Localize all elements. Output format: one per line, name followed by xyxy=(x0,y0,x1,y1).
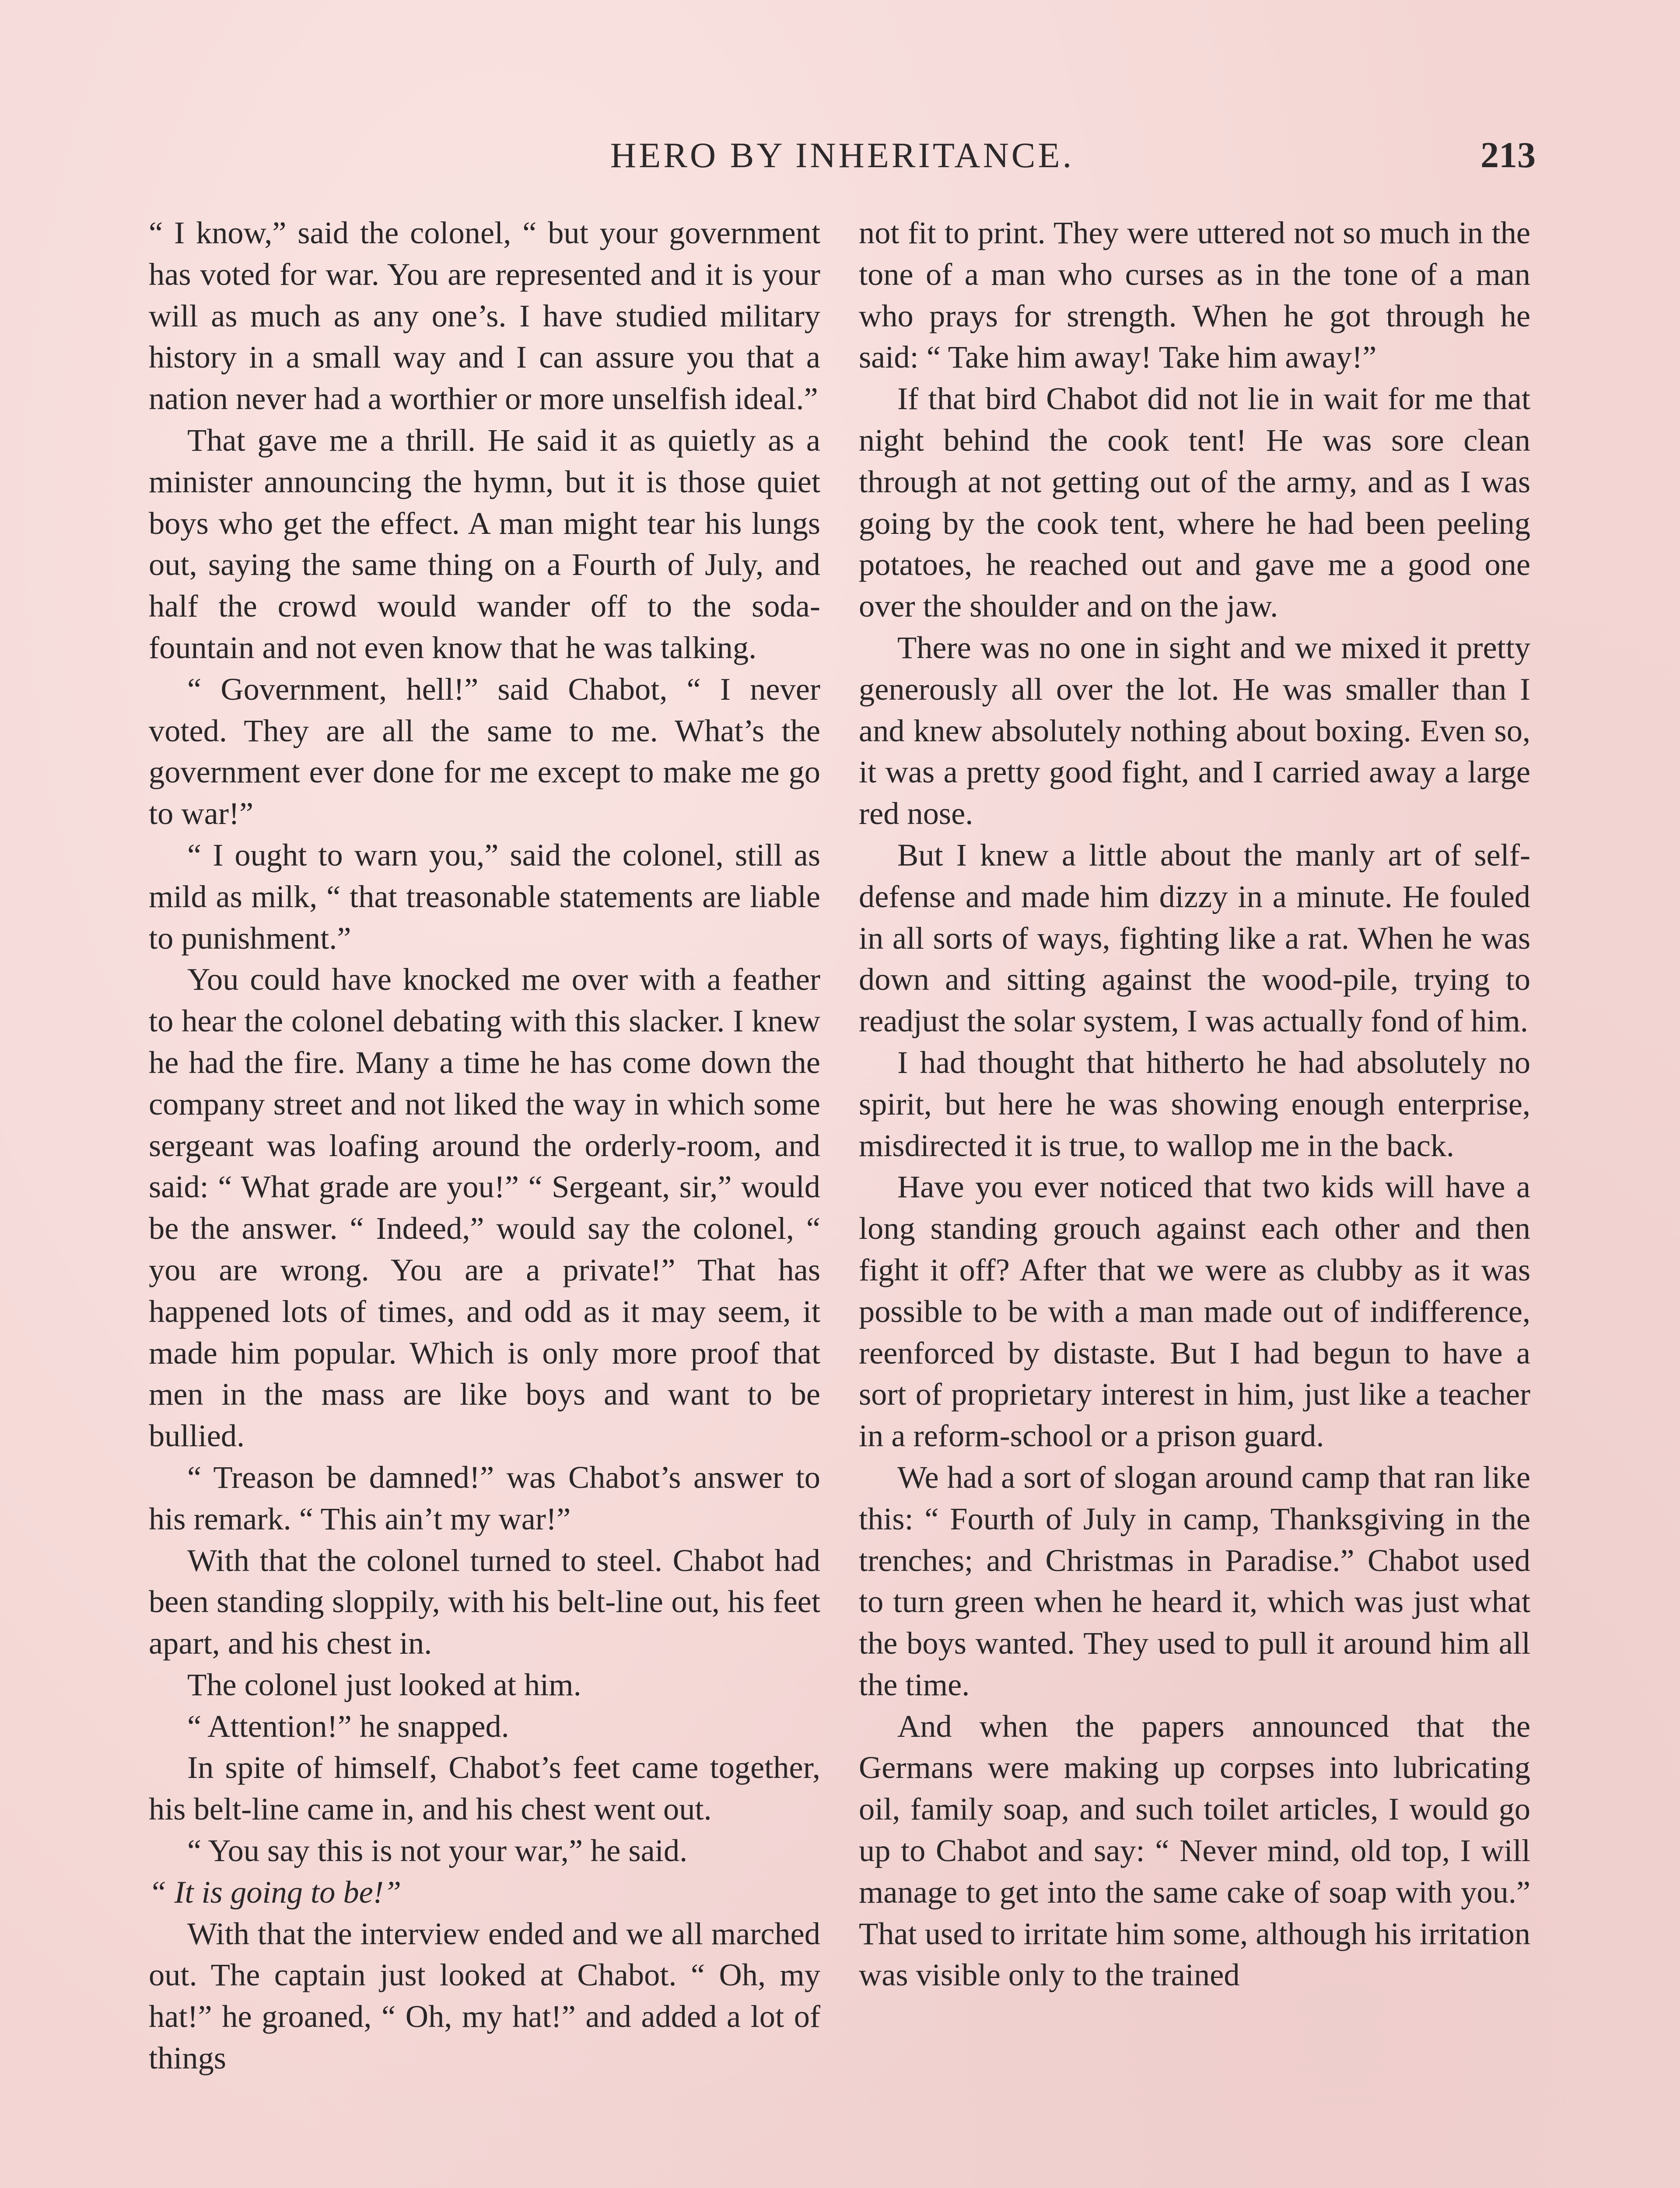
paragraph: The colonel just looked at him. xyxy=(187,1666,581,1702)
paragraph: That gave me a thrill. He said it as quietly as a minister announcing the hymn, but it is those quiet boys who get the effect. A man might tear his lungs out, saying the same thing on a Fourth of July, and half the crowd would wander off to the soda-fountain and not even know that he was talking. xyxy=(149,422,820,665)
paragraph: There was no one in sight and we mixed it pretty generously all over the lot. He was smaller than I and knew absolutely nothing about boxing. Even so, it was a pretty good fight, and I carried away a large red nose. xyxy=(859,629,1530,831)
right-column xyxy=(859,212,1530,1996)
paragraph: We had a sort of slogan around camp that ran like this: “ Fourth of July in camp, Thanksgiving in the trenches; and Christmas in Paradise.” Chabot used to turn green when he heard it, which was just what the boys wanted. They used to pull it around him all the time. xyxy=(859,1459,1530,1702)
paragraph: If that bird Chabot did not lie in wait for me that night behind the cook tent! He was sore clean through at not getting out of the army, and as I was going by the cook tent, where he had been peeling potatoes, he reached out and gave me a good one over the shoulder and on the jaw. xyxy=(859,381,1530,624)
paragraph: “ Attention!” he snapped. xyxy=(187,1708,509,1744)
paragraph: With that the colonel turned to steel. Chabot had been standing sloppily, with his belt-line out, his feet apart, and his chest in. xyxy=(149,1542,820,1661)
paragraph: Have you ever noticed that two kids will have a long standing grouch against each other and then fight it off? After that we were as clubby as it was possible to be with a man made out of indifference, reenforced by distaste. But I had begun to have a sort of proprietary interest in him, just like a teacher in a reform-school or a prison guard. xyxy=(859,1169,1530,1454)
paragraph: In spite of himself, Chabot’s feet came together, his belt-line came in, and his chest went out. xyxy=(149,1750,820,1827)
paragraph: not fit to print. They were uttered not so much in the tone of a man who curses as in the tone of a man who prays for strength. When he got through he said: “ Take him away! Take him away!” xyxy=(859,215,1530,375)
page-number: 213 xyxy=(1480,135,1536,175)
italic-quote xyxy=(149,1872,820,1913)
paragraph: You could have knocked me over with a feather to hear the colonel debating with this slacker. I knew he had the fire. Many a time he has come down the company street and not liked the way in which some sergeant was loafing around the orderly-room, and said: “ What grade are you!” “ Sergeant, sir,” would be the answer. “ Indeed,” would say the colonel, “ you are wrong. You are a private!” That has happened lots of times, and odd as it may seem, it made him popular. Which is only more proof that men in the mass are like boys and want to be bullied. xyxy=(149,961,820,1454)
paragraph: “ I know,” said the colonel, “ but your government has voted for war. You are represented and it is your will as much as any one’s. I have studied military history in a small way and I can assure you that a nation never had a worthier or more unselfish ideal.” xyxy=(149,215,820,417)
paragraph: “ Government, hell!” said Chabot, “ I never voted. They are all the same to me. What’s the government ever done for me except to make me go to war!” xyxy=(149,671,820,831)
paragraph: But I knew a little about the manly art of self-defense and made him dizzy in a minute. He fouled in all sorts of ways, fighting like a rat. When he was down and sitting against the wood-pile, trying to readjust the solar system, I was actually fond of him. xyxy=(859,837,1530,1039)
page-header xyxy=(149,131,1536,179)
left-column xyxy=(149,212,820,2079)
paragraph: “ I ought to warn you,” said the colonel, still as mild as milk, “ that treasonable statements are liable to punishment.” xyxy=(149,837,820,956)
paragraph: I had thought that hitherto he had absolutely no spirit, but here he was showing enough enterprise, misdirected it is true, to wallop me in the back. xyxy=(859,1044,1530,1163)
paragraph: With that the interview ended and we all marched out. The captain just looked at Chabot. “ Oh, my hat!” he groaned, “ Oh, my hat!” and added a lot of things xyxy=(149,1915,820,2076)
paragraph: And when the papers announced that the Germans were making up corpses into lubricating oil, family soap, and such toilet articles, I would go up to Chabot and say: “ Never mind, old top, I will manage to get into the same cake of soap with you.” That used to irritate him some, although his irritation was visible only to the trained xyxy=(859,1708,1530,1993)
italic-quote-text: “ It is going to be!” xyxy=(149,1874,402,1910)
paragraph: “ Treason be damned!” was Chabot’s answer to his remark. “ This ain’t my war!” xyxy=(149,1459,820,1536)
running-head: HERO BY INHERITANCE. xyxy=(610,135,1074,175)
paragraph: “ You say this is not your war,” he said. xyxy=(187,1833,688,1869)
